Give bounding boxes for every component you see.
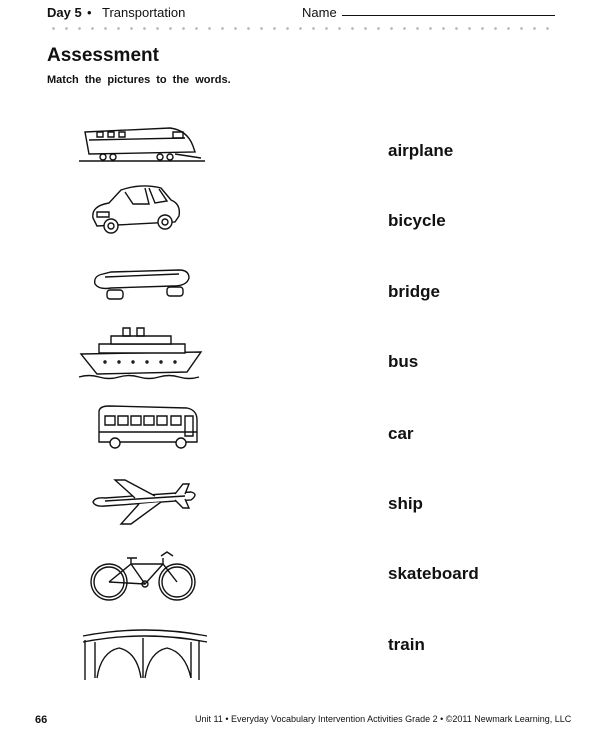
car-icon <box>75 178 210 238</box>
page-title: Assessment <box>47 45 159 66</box>
train-picture[interactable] <box>75 110 210 170</box>
word-bicycle[interactable]: bicycle <box>388 211 446 230</box>
ship-icon <box>75 322 210 382</box>
topic-label: Transportation <box>102 5 186 20</box>
word-bus[interactable]: bus <box>388 352 419 371</box>
header-bullet: • <box>87 5 92 20</box>
bicycle-icon <box>75 546 210 606</box>
word-car[interactable]: car <box>388 424 414 443</box>
word-skateboard[interactable]: skateboard <box>388 564 479 583</box>
ship-picture[interactable] <box>75 322 210 382</box>
word-train[interactable]: train <box>388 635 425 654</box>
bus-picture[interactable] <box>75 398 210 458</box>
instructions: Match the pictures to the words. <box>47 74 231 86</box>
airplane-icon <box>75 472 210 532</box>
word-airplane[interactable]: airplane <box>388 141 454 160</box>
word-ship[interactable]: ship <box>388 494 423 513</box>
bicycle-picture[interactable] <box>75 546 210 606</box>
bridge-picture[interactable] <box>75 622 210 682</box>
bus-icon <box>75 398 210 458</box>
dotted-divider <box>47 27 557 30</box>
page-number: 66 <box>35 714 48 726</box>
car-picture[interactable] <box>75 178 210 238</box>
day-label: Day 5 <box>47 5 82 20</box>
word-bridge[interactable]: bridge <box>388 282 440 301</box>
page-header <box>47 5 557 23</box>
name-write-line[interactable] <box>342 15 555 16</box>
skateboard-icon <box>75 254 210 314</box>
train-icon <box>75 110 210 170</box>
footer-credit: Unit 11 • Everyday Vocabulary Intervention Activities Grade 2 • ©2011 Newmark Learning, LLC <box>195 714 572 724</box>
skateboard-picture[interactable] <box>75 254 210 314</box>
airplane-picture[interactable] <box>75 472 210 532</box>
name-label: Name <box>302 5 337 20</box>
bridge-icon <box>75 622 210 682</box>
